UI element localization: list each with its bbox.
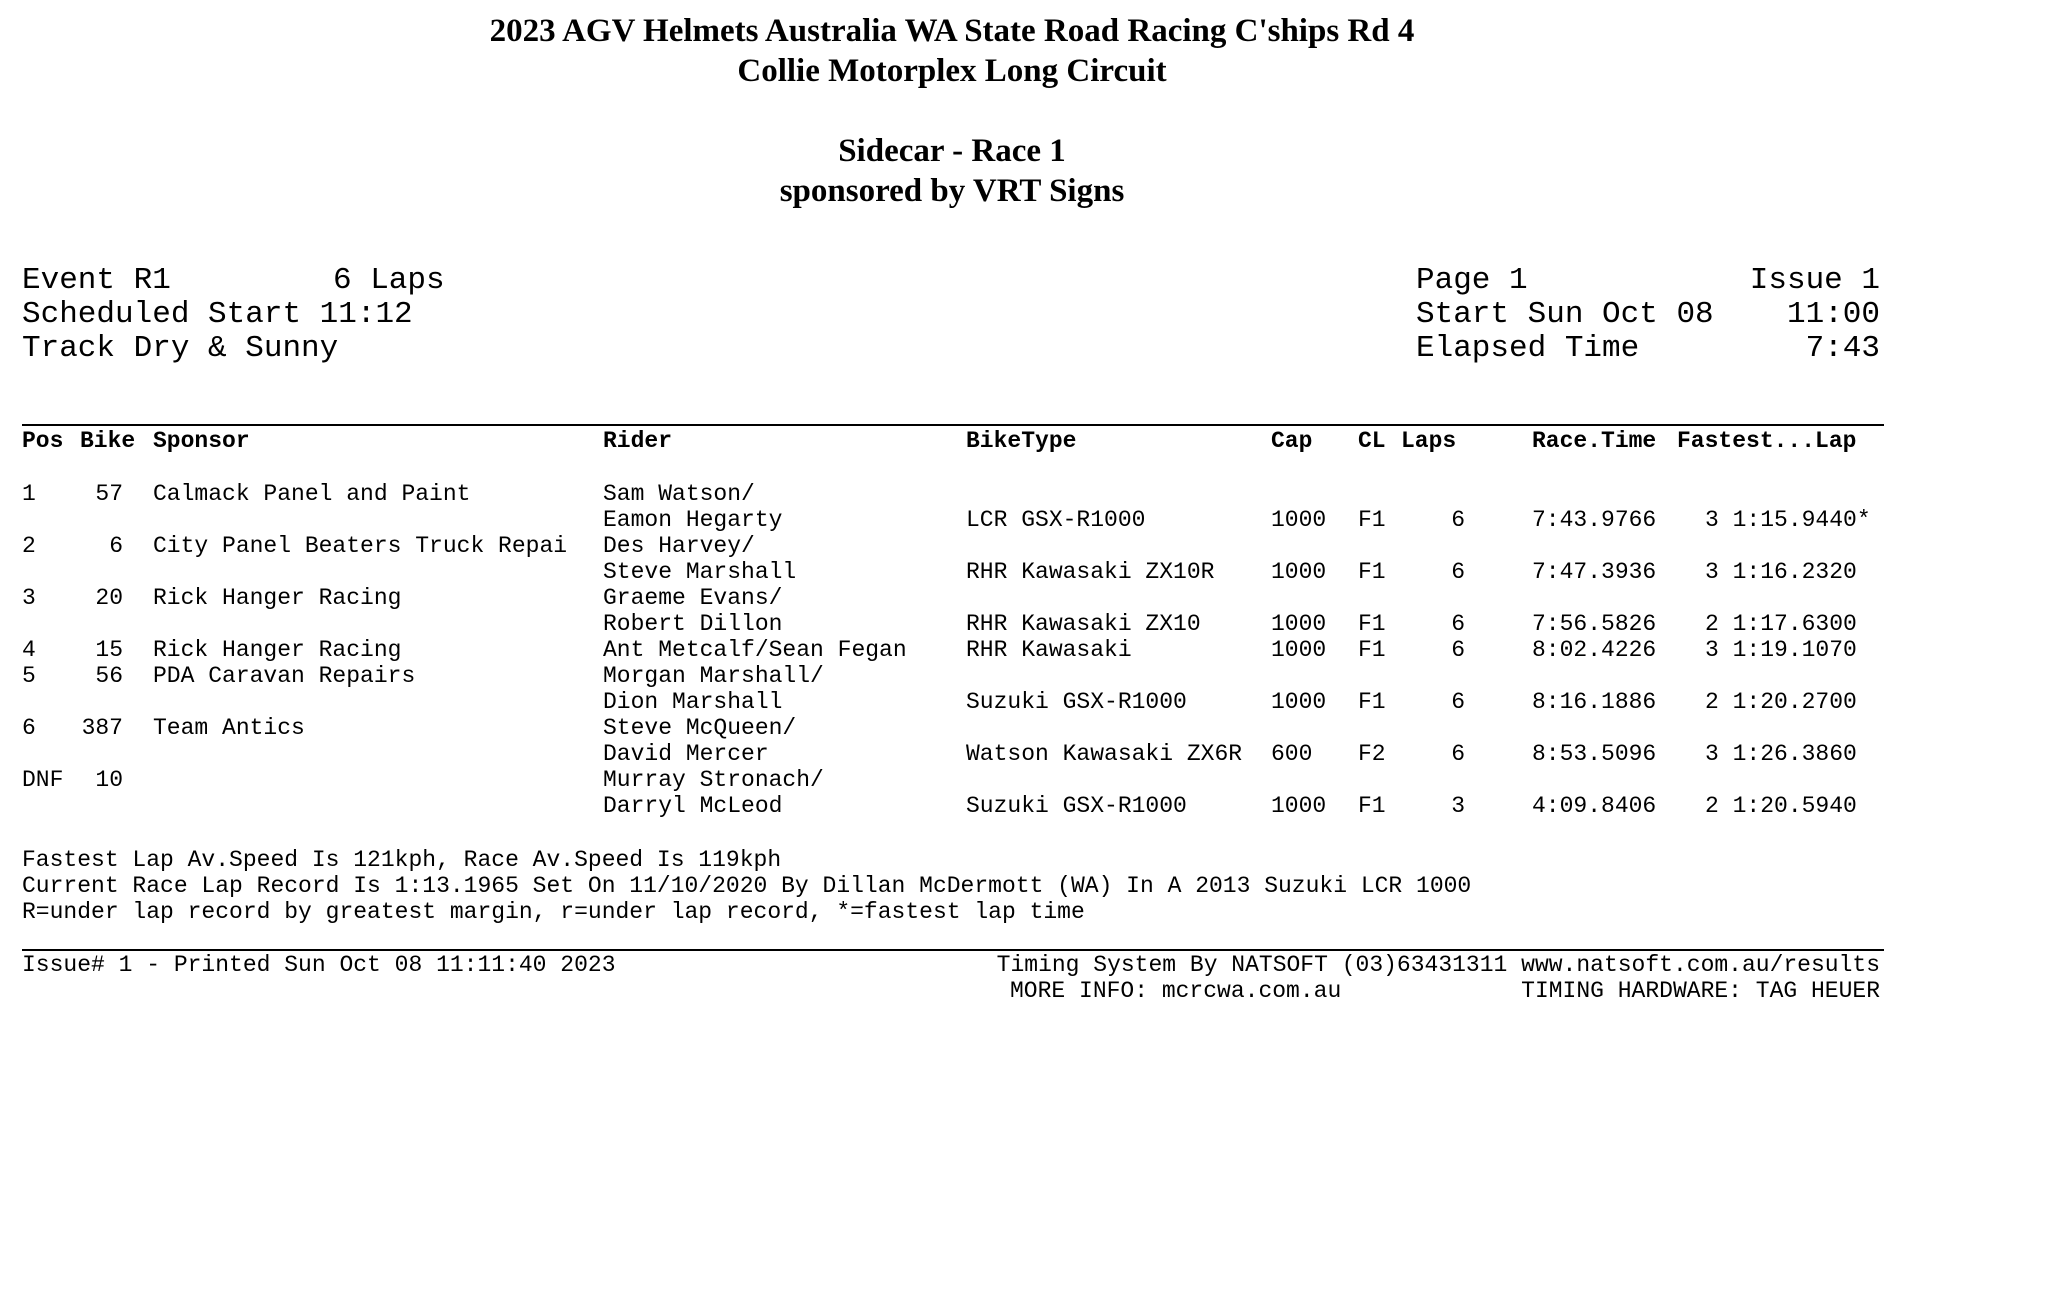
result-row: [0, 663, 1904, 715]
second-rider-cell: Dion Marshall: [603, 689, 783, 715]
sponsor-cell: PDA Caravan Repairs: [153, 663, 416, 689]
second-rider-cell: Darryl McLeod: [603, 793, 783, 819]
race-time-cell: 8:53.5096: [1532, 741, 1657, 767]
bike-number-cell: 15: [95, 637, 123, 663]
timing-hardware-info: TIMING HARDWARE: TAG HEUER: [1521, 978, 1880, 1004]
race-time-cell: 8:16.1886: [1532, 689, 1657, 715]
sponsor-cell: Rick Hanger Racing: [153, 637, 402, 663]
laps-cell: 6: [1451, 611, 1465, 637]
capacity-cell: 1000: [1271, 559, 1327, 585]
result-row: [0, 585, 1904, 637]
capacity-cell: 1000: [1271, 793, 1327, 819]
bike-number-cell: 10: [95, 767, 123, 793]
fastest-lap-cell: 2 1:17.6300: [1705, 611, 1857, 637]
race-time-cell: 7:43.9766: [1532, 507, 1657, 533]
fastest-lap-cell: 3 1:15.9440*: [1705, 507, 1871, 533]
event-label: Event R1: [22, 263, 171, 298]
laps-cell: 6: [1451, 689, 1465, 715]
biketype-cell: Suzuki GSX-R1000: [966, 793, 1187, 819]
bike-number-cell: 20: [95, 585, 123, 611]
biketype-cell: Watson Kawasaki ZX6R: [966, 741, 1243, 767]
bike-number-cell: 56: [95, 663, 123, 689]
sponsor-cell: City Panel Beaters Truck Repai: [153, 533, 568, 559]
scheduled-start: Scheduled Start 11:12: [22, 297, 413, 332]
class-cell: F2: [1358, 741, 1386, 767]
pos-cell: 6: [22, 715, 36, 741]
event-laps: 6 Laps: [333, 263, 445, 298]
class-cell: F1: [1358, 689, 1386, 715]
header-divider: [22, 424, 1884, 426]
header-cl: CL: [1358, 428, 1386, 454]
fastest-lap-cell: 2 1:20.2700: [1705, 689, 1857, 715]
fastest-lap-cell: 2 1:20.5940: [1705, 793, 1857, 819]
rider-cell: Sam Watson/: [603, 481, 755, 507]
laps-cell: 6: [1451, 559, 1465, 585]
printed-info: Issue# 1 - Printed Sun Oct 08 11:11:40 2023: [22, 952, 616, 978]
header-biketype: BikeType: [966, 428, 1077, 454]
rider-cell: Des Harvey/: [603, 533, 755, 559]
header-laps: Laps: [1401, 428, 1457, 454]
class-cell: F1: [1358, 507, 1386, 533]
elapsed-label: Elapsed Time: [1416, 331, 1640, 366]
speed-note: Fastest Lap Av.Speed Is 121kph, Race Av.Speed Is 119kph: [22, 847, 782, 873]
biketype-cell: RHR Kawasaki: [966, 637, 1132, 663]
pos-cell: 3: [22, 585, 36, 611]
footer-divider: [22, 949, 1884, 951]
result-row: [0, 767, 1904, 819]
rider-cell: Steve McQueen/: [603, 715, 797, 741]
capacity-cell: 1000: [1271, 689, 1327, 715]
start-date: Start Sun Oct 08: [1416, 297, 1714, 332]
pos-cell: 2: [22, 533, 36, 559]
class-cell: F1: [1358, 637, 1386, 663]
fastest-lap-cell: 3 1:19.1070: [1705, 637, 1857, 663]
header-racetime: Race.Time: [1532, 428, 1657, 454]
fastest-lap-cell: 3 1:16.2320: [1705, 559, 1857, 585]
championship-title: 2023 AGV Helmets Australia WA State Road Racing C'ships Rd 4: [489, 13, 1415, 49]
second-rider-cell: Eamon Hegarty: [603, 507, 783, 533]
result-row: [0, 637, 1904, 663]
sponsor-cell: Rick Hanger Racing: [153, 585, 402, 611]
fastest-lap-cell: 3 1:26.3860: [1705, 741, 1857, 767]
sponsor-cell: Calmack Panel and Paint: [153, 481, 471, 507]
class-cell: F1: [1358, 793, 1386, 819]
header-pos: Pos: [22, 428, 64, 454]
lap-record-note: Current Race Lap Record Is 1:13.1965 Set On 11/10/2020 By Dillan McDermott (WA) In A 2013 Suzuki LCR 1000: [22, 873, 1472, 899]
race-time-cell: 4:09.8406: [1532, 793, 1657, 819]
class-cell: F1: [1358, 559, 1386, 585]
pos-cell: 1: [22, 481, 36, 507]
circuit-title: Collie Motorplex Long Circuit: [737, 53, 1167, 89]
track-condition: Track Dry & Sunny: [22, 331, 339, 366]
biketype-cell: Suzuki GSX-R1000: [966, 689, 1187, 715]
result-row: [0, 715, 1904, 767]
class-cell: F1: [1358, 611, 1386, 637]
page-number: Page 1: [1416, 263, 1528, 298]
pos-cell: 4: [22, 637, 36, 663]
biketype-cell: RHR Kawasaki ZX10: [966, 611, 1201, 637]
rider-cell: Ant Metcalf/Sean Fegan: [603, 637, 907, 663]
laps-cell: 6: [1451, 507, 1465, 533]
laps-cell: 6: [1451, 637, 1465, 663]
second-rider-cell: Robert Dillon: [603, 611, 783, 637]
result-row: [0, 533, 1904, 585]
more-info-link: MORE INFO: mcrcwa.com.au: [1010, 978, 1342, 1004]
result-row: [0, 481, 1904, 533]
capacity-cell: 1000: [1271, 611, 1327, 637]
biketype-cell: LCR GSX-R1000: [966, 507, 1146, 533]
race-title: Sidecar - Race 1: [838, 133, 1066, 169]
race-time-cell: 7:56.5826: [1532, 611, 1657, 637]
pos-cell: DNF: [22, 767, 64, 793]
biketype-cell: RHR Kawasaki ZX10R: [966, 559, 1215, 585]
sponsor-cell: Team Antics: [153, 715, 305, 741]
results-header-row: [0, 428, 1904, 454]
rider-cell: Murray Stronach/: [603, 767, 824, 793]
race-time-cell: 8:02.4226: [1532, 637, 1657, 663]
bike-number-cell: 57: [95, 481, 123, 507]
capacity-cell: 1000: [1271, 637, 1327, 663]
capacity-cell: 600: [1271, 741, 1313, 767]
start-time: 11:00: [1786, 297, 1880, 332]
laps-cell: 6: [1451, 741, 1465, 767]
issue-number: Issue 1: [1749, 263, 1880, 298]
race-sponsor-title: sponsored by VRT Signs: [779, 173, 1125, 209]
second-rider-cell: Steve Marshall: [603, 559, 797, 585]
timing-system-info: Timing System By NATSOFT (03)63431311 www.natsoft.com.au/results: [996, 952, 1880, 978]
header-cap: Cap: [1271, 428, 1313, 454]
header-sponsor: Sponsor: [153, 428, 250, 454]
bike-number-cell: 387: [81, 715, 123, 741]
pos-cell: 5: [22, 663, 36, 689]
header-fastest-lap: Fastest...Lap: [1677, 428, 1857, 454]
bike-number-cell: 6: [109, 533, 123, 559]
laps-cell: 3: [1451, 793, 1465, 819]
second-rider-cell: David Mercer: [603, 741, 769, 767]
race-time-cell: 7:47.3936: [1532, 559, 1657, 585]
header-bike: Bike: [80, 428, 136, 454]
header-rider: Rider: [603, 428, 673, 454]
capacity-cell: 1000: [1271, 507, 1327, 533]
rider-cell: Graeme Evans/: [603, 585, 783, 611]
rider-cell: Morgan Marshall/: [603, 663, 824, 689]
legend-note: R=under lap record by greatest margin, r=under lap record, *=fastest lap time: [22, 899, 1085, 925]
elapsed-time: 7:43: [1805, 331, 1880, 366]
